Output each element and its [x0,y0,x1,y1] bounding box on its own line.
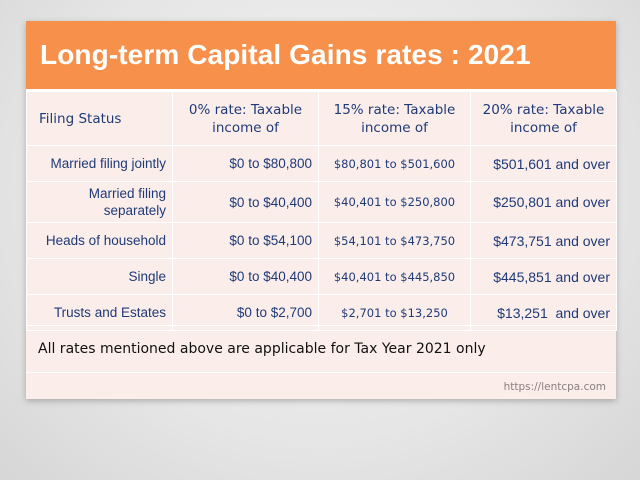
title-banner [26,21,616,91]
tax-year-note: All rates mentioned above are applicable for Tax Year 2021 only [38,341,486,357]
source-url: https://lentcpa.com [503,380,606,393]
rate-15-cell: $80,801 to $501,600 [319,146,471,182]
filing-status-cell: Trusts and Estates [27,295,173,331]
rate-20-cell: $250,801 and over [471,182,617,223]
slide-card [26,21,616,399]
rate-15-cell: $54,101 to $473,750 [319,223,471,259]
rate-0-cell: $0 to $54,100 [173,223,319,259]
header-0-rate: 0% rate: Taxable income of [173,92,319,146]
rate-0-cell: $0 to $40,400 [173,259,319,295]
header-15-rate: 15% rate: Taxable income of [319,92,471,146]
header-20-rate: 20% rate: Taxable income of [471,92,617,146]
table-row [27,146,617,182]
rate-20-cell: $445,851 and over [471,259,617,295]
table-row [27,223,617,259]
table-header-row [27,92,617,146]
rates-table [26,91,617,331]
slide-title: Long-term Capital Gains rates : 2021 [40,39,531,70]
rate-15-cell: $2,701 to $13,250 [319,295,471,331]
rate-0-cell: $0 to $2,700 [173,295,319,331]
rate-15-cell: $40,401 to $445,850 [319,259,471,295]
header-filing-status: Filing Status [27,92,173,146]
rate-20-cell: $13,251 and over [471,295,617,331]
note-row [26,325,616,372]
filing-status-cell: Single [27,259,173,295]
rate-15-cell: $40,401 to $250,800 [319,182,471,223]
rate-20-cell: $473,751 and over [471,223,617,259]
rate-0-cell: $0 to $80,800 [173,146,319,182]
filing-status-cell: Married filing separately [27,182,173,223]
rate-20-cell: $501,601 and over [471,146,617,182]
table-row [27,182,617,223]
rate-0-cell: $0 to $40,400 [173,182,319,223]
filing-status-cell: Married filing jointly [27,146,173,182]
filing-status-cell: Heads of household [27,223,173,259]
source-row [26,372,616,400]
table-row [27,259,617,295]
